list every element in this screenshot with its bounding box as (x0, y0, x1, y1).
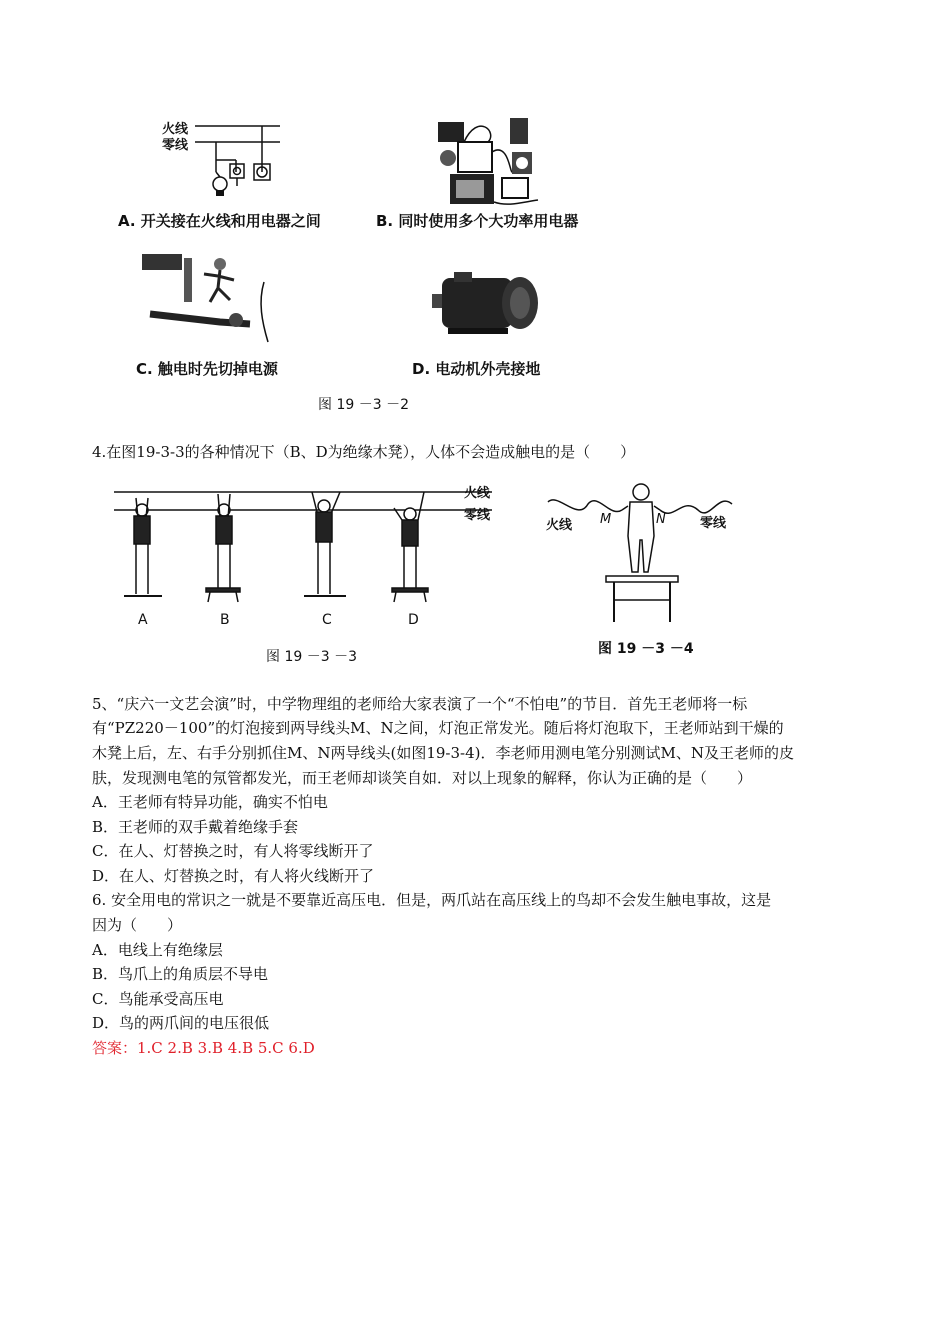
q5-option-d: D．在人、灯替换之时，有人将火线断开了 (92, 867, 375, 885)
fig4-live-label: 火线 (546, 518, 573, 533)
fig4-neutral-label: 零线 (700, 516, 727, 531)
q6-line: 因为（ ） (92, 916, 183, 934)
fig-a-neutral-label: 零线 (162, 138, 189, 153)
q5-option-b: B．王老师的双手戴着绝缘手套 (92, 818, 299, 836)
q5-line: 有“PZ220－100”的灯泡接到两导线头M、N之间，灯泡正常发光。随后将灯泡取下，王老师站到干燥的 (92, 719, 784, 737)
caption-c: C. 触电时先切掉电源 (136, 360, 278, 378)
appliances-picture (428, 112, 558, 212)
caption-b: B. 同时使用多个大功率用电器 (376, 212, 579, 230)
fig3-neutral-label: 零线 (464, 508, 491, 523)
q6-option-d: D．鸟的两爪间的电压很低 (92, 1014, 270, 1032)
q5-option-a: A．王老师有特异功能，确实不怕电 (92, 793, 328, 811)
fig4-m-label: M (600, 512, 612, 527)
figure-caption-19-3-3: 图 19 －3 －3 (266, 649, 357, 665)
teacher-on-stool-diagram (548, 482, 748, 632)
motor-picture (428, 268, 548, 338)
q6-option-c: C．鸟能承受高压电 (92, 990, 224, 1008)
answer-key: 答案：1.C 2.B 3.B 4.B 5.C 6.D (92, 1039, 315, 1057)
option-label-b: B (220, 612, 230, 628)
caption-d: D. 电动机外壳接地 (412, 360, 541, 378)
figure-caption-19-3-2: 图 19 －3 －2 (318, 397, 409, 413)
q6-option-a: A．电线上有绝缘层 (92, 941, 223, 959)
q5-line: 木凳上后，左、右手分别抓住M、N两导线头(如图19-3-4)．李老师用测电笔分别测试M、N及王老师的皮 (92, 744, 794, 762)
fig-a-live-label: 火线 (162, 122, 189, 137)
option-label-c: C (322, 612, 332, 628)
fig3-live-label: 火线 (464, 486, 491, 501)
q6-line: 6. 安全用电的常识之一就是不要靠近高压电．但是，两爪站在高压线上的鸟却不会发生触电事故，这是 (92, 891, 772, 909)
q5-line: 5、“庆六一文艺会演”时，中学物理组的老师给大家表演了一个“不怕电”的节目．首先王老师将一标 (92, 695, 748, 713)
q6-option-b: B．鸟爪上的角质层不导电 (92, 965, 269, 983)
caption-a: A. 开关接在火线和用电器之间 (118, 212, 321, 230)
option-label-d: D (408, 612, 419, 628)
q5-line: 肤，发现测电笔的氖管都发光，而王老师却谈笑自如．对以上现象的解释，你认为正确的是（ ） (92, 769, 753, 787)
fig4-n-label: N (656, 512, 666, 527)
rescue-picture (140, 252, 280, 348)
option-label-a: A (138, 612, 148, 628)
q5-option-c: C．在人、灯替换之时，有人将零线断开了 (92, 842, 374, 860)
question-4: 4.在图19-3-3的各种情况下（B、D为绝缘木凳），人体不会造成触电的是（ ） (92, 443, 636, 461)
four-people-diagram (114, 484, 494, 614)
figure-caption-19-3-4: 图 19 －3 －4 (598, 641, 694, 657)
